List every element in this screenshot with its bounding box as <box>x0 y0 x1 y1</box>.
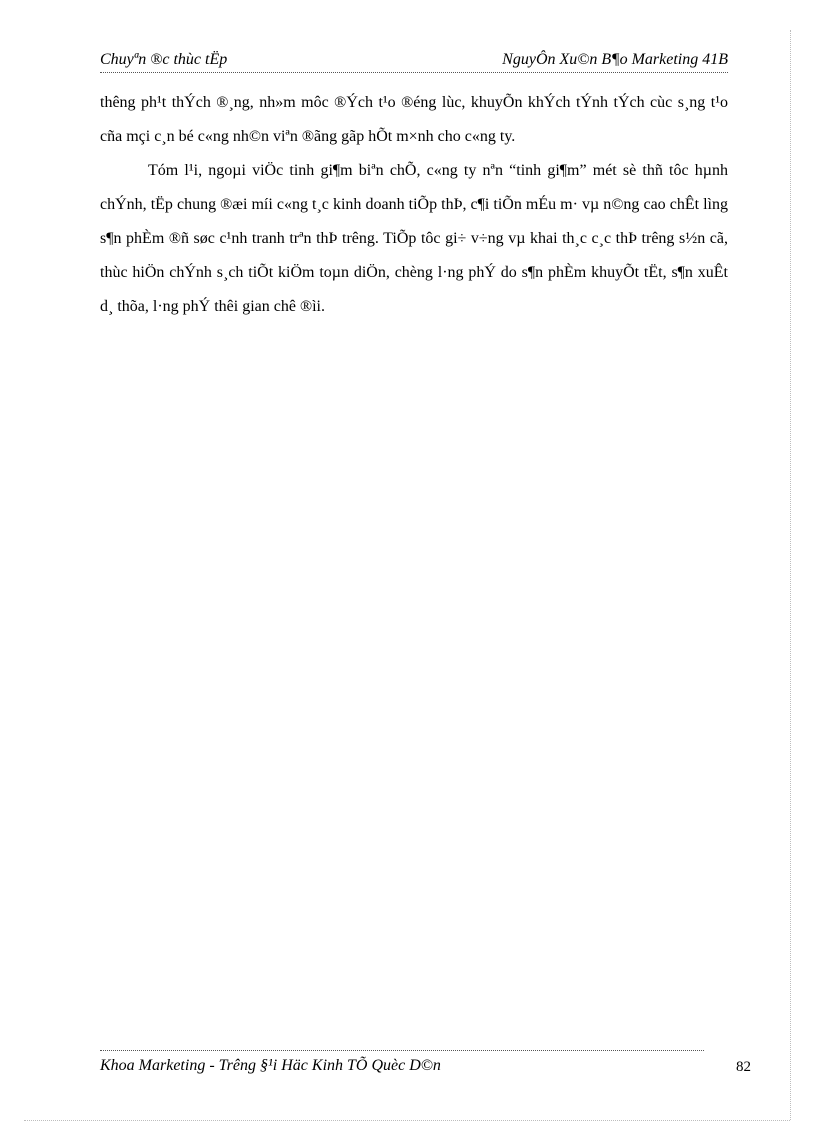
footer-institution: Khoa Marketing - Trêng §¹i Häc Kinh TÕ Quèc D©n <box>100 1057 441 1074</box>
paragraph-continuation: thêng ph¹t thÝch ®¸ng, nh»m môc ®Ých t¹o ®éng lùc, khuyÕn khÝch tÝnh tÝch cùc s¸ng t¹o cña mçi c¸n bé c«ng nh©n viªn ®ãng gãp hÕt m×nh cho c«ng ty. <box>100 94 728 145</box>
footer-divider <box>100 1050 704 1051</box>
page-number: 82 <box>736 1059 751 1075</box>
header-author-class: NguyÔn Xu©n B¶o Marketing 41B <box>502 51 728 68</box>
header-report-title: Chuyªn ®c thùc tËp <box>100 51 228 68</box>
page-right-edge <box>790 30 791 1120</box>
page-header <box>100 48 728 73</box>
body-text <box>100 86 728 324</box>
page-bottom-edge <box>24 1120 790 1121</box>
paragraph-summary: Tóm l¹i, ngoµi viÖc tinh gi¶m biªn chÕ, c«ng ty nªn “tinh gi¶m” mét sè thñ tôc hµnh chÝnh, tËp chung ®æi míi c«ng t¸c kinh doanh tiÕp thÞ, c¶i tiÕn mÉu m· vµ n©ng cao chÊt lìng s¶n phÈm ®ñ søc c¹nh tranh trªn thÞ trêng. TiÕp tôc gi÷ v÷ng vµ khai th¸c c¸c thÞ trêng s½n cã, thùc hiÖn chÝnh s¸ch tiÕt kiÖm toµn diÖn, chèng l·ng phÝ do s¶n phÈm khuyÕt tËt, s¶n xuÊt d¸ thõa, l·ng phÝ thêi gian chê ®ìi. <box>100 162 728 315</box>
